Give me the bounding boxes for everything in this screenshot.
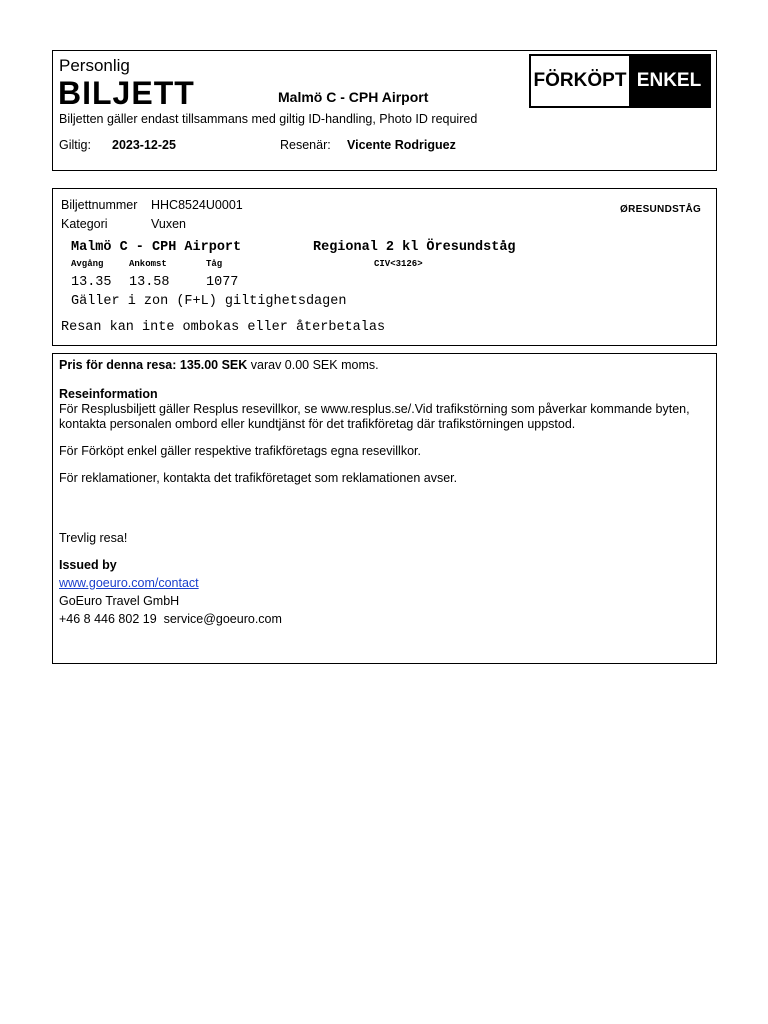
- biljett-title: BILJETT: [58, 75, 195, 111]
- no-refund-note: Resan kan inte ombokas eller återbetalas: [61, 320, 386, 335]
- greeting: Trevlig resa!: [59, 531, 128, 545]
- departure-header: Avgång: [71, 259, 104, 269]
- ticket-type-badge: [529, 54, 711, 108]
- train-header: Tåg: [206, 259, 223, 269]
- journey-class-service: Regional 2 kl Öresundståg: [313, 240, 516, 255]
- badge-enkel: ENKEL: [629, 56, 709, 106]
- issuer-contact-link[interactable]: www.goeuro.com/contact: [59, 576, 199, 590]
- price-vat: varav 0.00 SEK moms.: [247, 358, 379, 372]
- validity-note: Biljetten gäller endast tillsammans med giltig ID-handling, Photo ID required: [59, 112, 478, 126]
- valid-date-value: 2023-12-25: [112, 138, 176, 152]
- issuer-name: GoEuro Travel GmbH: [59, 594, 180, 608]
- reseinfo-line-2: kontakta personalen ombord eller kundtjänst för det trafikföretag där trafikstörningen uppstod.: [59, 417, 576, 431]
- forkopt-note: För Förköpt enkel gäller respektive trafikföretags egna resevillkor.: [59, 444, 421, 458]
- traveller-name: Vicente Rodriguez: [347, 138, 456, 152]
- oresundstag-logo: ØRESUNDSTÅG: [620, 204, 702, 215]
- badge-forkopt: FÖRKÖPT: [531, 56, 629, 106]
- ticket-number-label: Biljettnummer: [61, 198, 138, 212]
- category-label: Kategori: [61, 217, 108, 231]
- ticket-number-value: HHC8524U0001: [151, 198, 243, 212]
- reseinfo-line-1: För Resplusbiljett gäller Resplus resevillkor, se www.resplus.se/.Vid trafikstörning som påverkar kommande byten,: [59, 402, 690, 416]
- reseinfo-title: Reseinformation: [59, 387, 158, 401]
- issuer-contact: +46 8 446 802 19 service@goeuro.com: [59, 612, 282, 626]
- issued-by-label: Issued by: [59, 558, 117, 572]
- arrival-time: 13.58: [129, 275, 170, 290]
- train-number: 1077: [206, 275, 239, 290]
- departure-time: 13.35: [71, 275, 112, 290]
- ticket-info: [52, 353, 717, 664]
- valid-date-label: Giltig:: [59, 138, 91, 152]
- personlig-label: Personlig: [59, 56, 130, 75]
- route-title: Malmö C - CPH Airport: [278, 89, 429, 105]
- price-label: Pris för denna resa: 135.00 SEK: [59, 358, 248, 372]
- price-line: [59, 358, 714, 373]
- arrival-header: Ankomst: [129, 259, 167, 269]
- zone-note: Gäller i zon (F+L) giltighetsdagen: [71, 294, 347, 309]
- civ-code: CIV<3126>: [374, 259, 423, 269]
- ticket-details: [52, 188, 717, 346]
- traveller-label: Resenär:: [280, 138, 331, 152]
- ticket-header: [52, 50, 717, 171]
- category-value: Vuxen: [151, 217, 186, 231]
- journey-route: Malmö C - CPH Airport: [71, 240, 242, 255]
- reklamation-note: För reklamationer, kontakta det trafikföretaget som reklamationen avser.: [59, 471, 458, 485]
